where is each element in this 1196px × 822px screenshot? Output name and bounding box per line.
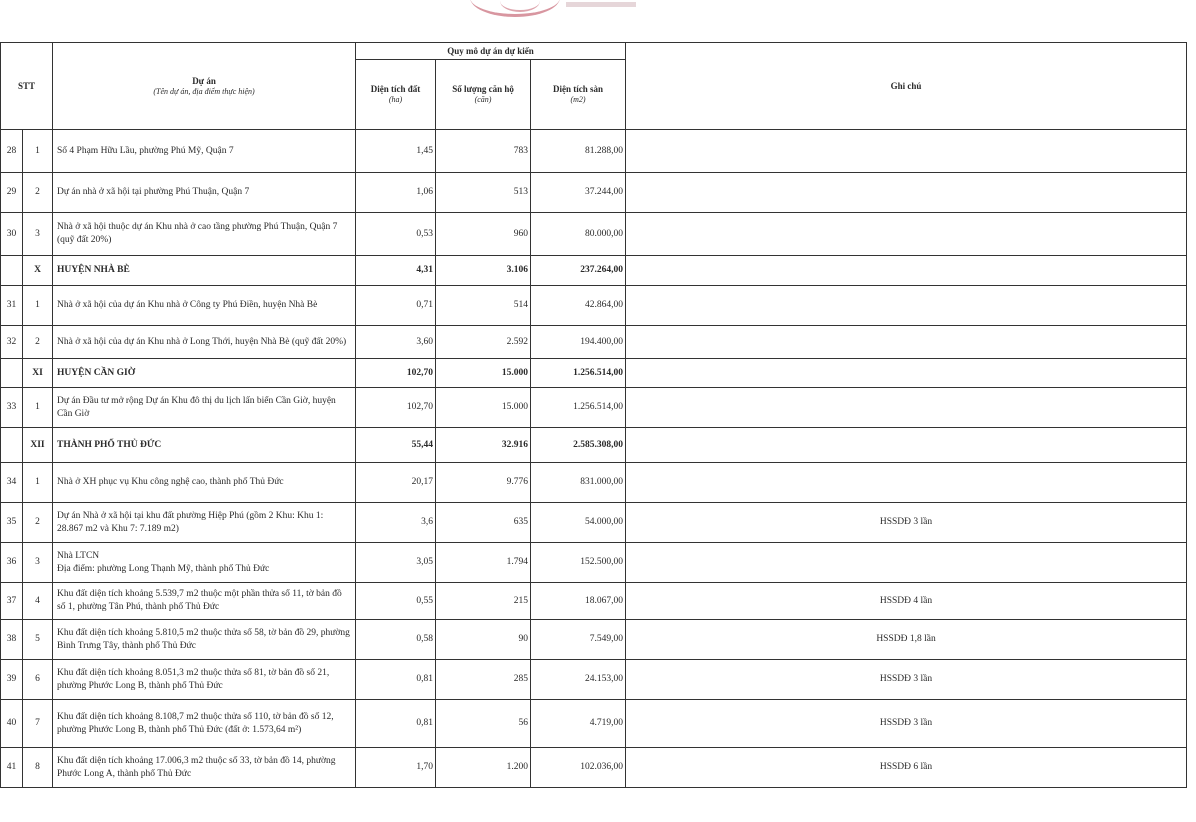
logo-caption — [566, 2, 636, 7]
group-row — [1, 359, 1187, 388]
table-row — [1, 748, 1187, 788]
unit-count: 15.000 — [436, 388, 531, 428]
note: HSSDĐ 6 lần — [626, 748, 1187, 788]
row-number — [1, 256, 23, 286]
project-name: Dự án Đầu tư mở rộng Dự án Khu đô thị du lịch lấn biển Cần Giờ, huyện Cần Giờ — [53, 388, 356, 428]
project-name: Khu đất diện tích khoảng 8.108,7 m2 thuộc thửa số 110, tờ bản đồ số 12, phường Phước Long B, thành phố Thủ Đức (đất ở: 1.573,64 m²) — [53, 700, 356, 748]
row-sub-number: 2 — [23, 173, 53, 213]
unit-count: 1.794 — [436, 543, 531, 583]
row-number: 32 — [1, 326, 23, 359]
project-name: Dự án nhà ở xã hội tại phường Phú Thuận, Quận 7 — [53, 173, 356, 213]
project-name: Khu đất diện tích khoảng 8.051,3 m2 thuộc thửa số 81, tờ bản đồ số 21, phường Phước Long B, thành phố Thủ Đức — [53, 660, 356, 700]
land-area: 0,81 — [356, 700, 436, 748]
land-area: 0,53 — [356, 213, 436, 256]
note — [626, 326, 1187, 359]
header-floor-area: Diện tích sàn (m2) — [531, 60, 626, 130]
floor-area: 4.719,00 — [531, 700, 626, 748]
row-number: 33 — [1, 388, 23, 428]
row-number: 36 — [1, 543, 23, 583]
row-number: 31 — [1, 286, 23, 326]
row-sub-number: 1 — [23, 286, 53, 326]
project-name: HUYỆN CẦN GIỜ — [53, 359, 356, 388]
floor-area: 1.256.514,00 — [531, 388, 626, 428]
table-row — [1, 543, 1187, 583]
note — [626, 463, 1187, 503]
project-name: Nhà ở xã hội của dự án Khu nhà ở Công ty Phú Điền, huyện Nhà Bè — [53, 286, 356, 326]
project-name: Khu đất diện tích khoảng 17.006,3 m2 thuộc số 33, tờ bản đồ 14, phường Phước Long A, thành phố Thủ Đức — [53, 748, 356, 788]
land-area: 3,6 — [356, 503, 436, 543]
floor-area: 1.256.514,00 — [531, 359, 626, 388]
group-row — [1, 256, 1187, 286]
note: HSSDĐ 3 lần — [626, 700, 1187, 748]
note — [626, 388, 1187, 428]
row-sub-number: XII — [23, 428, 53, 463]
row-sub-number: 1 — [23, 388, 53, 428]
project-name: Dự án Nhà ở xã hội tại khu đất phường Hiệp Phú (gồm 2 Khu: Khu 1: 28.867 m2 và Khu 7: 7.189 m2) — [53, 503, 356, 543]
land-area: 4,31 — [356, 256, 436, 286]
land-area: 1,70 — [356, 748, 436, 788]
project-name: Nhà ở xã hội thuộc dự án Khu nhà ở cao tầng phường Phú Thuận, Quận 7 (quỹ đất 20%) — [53, 213, 356, 256]
note — [626, 256, 1187, 286]
floor-area: 237.264,00 — [531, 256, 626, 286]
floor-area: 2.585.308,00 — [531, 428, 626, 463]
row-number: 35 — [1, 503, 23, 543]
floor-area: 831.000,00 — [531, 463, 626, 503]
land-area: 1,06 — [356, 173, 436, 213]
floor-area: 54.000,00 — [531, 503, 626, 543]
row-sub-number: 2 — [23, 503, 53, 543]
table-row — [1, 326, 1187, 359]
row-sub-number: 5 — [23, 620, 53, 660]
header-stt: STT — [1, 43, 53, 130]
note — [626, 286, 1187, 326]
floor-area: 102.036,00 — [531, 748, 626, 788]
unit-count: 3.106 — [436, 256, 531, 286]
row-sub-number: 8 — [23, 748, 53, 788]
table-row — [1, 660, 1187, 700]
table-row — [1, 583, 1187, 620]
floor-area: 18.067,00 — [531, 583, 626, 620]
row-number: 34 — [1, 463, 23, 503]
unit-count: 215 — [436, 583, 531, 620]
unit-count: 513 — [436, 173, 531, 213]
note — [626, 428, 1187, 463]
header-units: Số lượng căn hộ (căn) — [436, 60, 531, 130]
header-notes: Ghi chú — [626, 43, 1187, 130]
table-row — [1, 388, 1187, 428]
row-number: 39 — [1, 660, 23, 700]
floor-area: 7.549,00 — [531, 620, 626, 660]
floor-area: 24.153,00 — [531, 660, 626, 700]
header-land-area: Diện tích đất (ha) — [356, 60, 436, 130]
row-sub-number: 1 — [23, 130, 53, 173]
unit-count: 1.200 — [436, 748, 531, 788]
land-area: 0,81 — [356, 660, 436, 700]
project-name: Nhà ở XH phục vụ Khu công nghệ cao, thành phố Thủ Đức — [53, 463, 356, 503]
unit-count: 635 — [436, 503, 531, 543]
unit-count: 285 — [436, 660, 531, 700]
land-area: 20,17 — [356, 463, 436, 503]
land-area: 102,70 — [356, 388, 436, 428]
floor-area: 152.500,00 — [531, 543, 626, 583]
land-area: 0,55 — [356, 583, 436, 620]
row-sub-number: XI — [23, 359, 53, 388]
unit-count: 783 — [436, 130, 531, 173]
table-row — [1, 503, 1187, 543]
unit-count: 514 — [436, 286, 531, 326]
note — [626, 173, 1187, 213]
table-row — [1, 286, 1187, 326]
row-sub-number: 4 — [23, 583, 53, 620]
row-number — [1, 359, 23, 388]
note: HSSDĐ 3 lần — [626, 660, 1187, 700]
note: HSSDĐ 1,8 lần — [626, 620, 1187, 660]
land-area: 55,44 — [356, 428, 436, 463]
project-name: Khu đất diện tích khoảng 5.539,7 m2 thuộc một phần thửa số 11, tờ bản đồ số 1, phường Tân Phú, thành phố Thủ Đức — [53, 583, 356, 620]
floor-area: 194.400,00 — [531, 326, 626, 359]
project-name: Số 4 Phạm Hữu Lầu, phường Phú Mỹ, Quận 7 — [53, 130, 356, 173]
land-area: 102,70 — [356, 359, 436, 388]
row-number: 41 — [1, 748, 23, 788]
table-row — [1, 213, 1187, 256]
note — [626, 543, 1187, 583]
unit-count: 2.592 — [436, 326, 531, 359]
unit-count: 32.916 — [436, 428, 531, 463]
note: HSSDĐ 3 lần — [626, 503, 1187, 543]
floor-area: 42.864,00 — [531, 286, 626, 326]
row-number: 37 — [1, 583, 23, 620]
row-number: 38 — [1, 620, 23, 660]
project-name: THÀNH PHỐ THỦ ĐỨC — [53, 428, 356, 463]
floor-area: 81.288,00 — [531, 130, 626, 173]
header-scale: Quy mô dự án dự kiến — [356, 43, 626, 60]
note: HSSDĐ 4 lần — [626, 583, 1187, 620]
row-sub-number: 2 — [23, 326, 53, 359]
row-sub-number: X — [23, 256, 53, 286]
row-sub-number: 7 — [23, 700, 53, 748]
row-sub-number: 6 — [23, 660, 53, 700]
note — [626, 130, 1187, 173]
row-sub-number: 1 — [23, 463, 53, 503]
floor-area: 80.000,00 — [531, 213, 626, 256]
project-name: Khu đất diện tích khoảng 5.810,5 m2 thuộc thửa số 58, tờ bản đồ 29, phường Bình Trưng Tây, thành phố Thủ Đức — [53, 620, 356, 660]
note — [626, 359, 1187, 388]
table-row — [1, 173, 1187, 213]
table-row — [1, 130, 1187, 173]
row-number: 30 — [1, 213, 23, 256]
project-name: Nhà ở xã hội của dự án Khu nhà ở Long Thới, huyện Nhà Bè (quỹ đất 20%) — [53, 326, 356, 359]
land-area: 1,45 — [356, 130, 436, 173]
floor-area: 37.244,00 — [531, 173, 626, 213]
row-sub-number: 3 — [23, 213, 53, 256]
table-row — [1, 700, 1187, 748]
header-project: Dự án (Tên dự án, địa điểm thực hiện) — [53, 43, 356, 130]
row-sub-number: 3 — [23, 543, 53, 583]
project-name: Nhà LTCN Địa điểm: phường Long Thạnh Mỹ, thành phố Thủ Đức — [53, 543, 356, 583]
row-number — [1, 428, 23, 463]
land-area: 0,71 — [356, 286, 436, 326]
land-area: 0,58 — [356, 620, 436, 660]
unit-count: 56 — [436, 700, 531, 748]
unit-count: 15.000 — [436, 359, 531, 388]
land-area: 3,60 — [356, 326, 436, 359]
table-row — [1, 463, 1187, 503]
land-area: 3,05 — [356, 543, 436, 583]
unit-count: 960 — [436, 213, 531, 256]
group-row — [1, 428, 1187, 463]
unit-count: 9.776 — [436, 463, 531, 503]
row-number: 29 — [1, 173, 23, 213]
row-number: 28 — [1, 130, 23, 173]
table-row — [1, 620, 1187, 660]
housing-projects-table — [0, 42, 1187, 788]
unit-count: 90 — [436, 620, 531, 660]
note — [626, 213, 1187, 256]
project-name: HUYỆN NHÀ BÈ — [53, 256, 356, 286]
row-number: 40 — [1, 700, 23, 748]
